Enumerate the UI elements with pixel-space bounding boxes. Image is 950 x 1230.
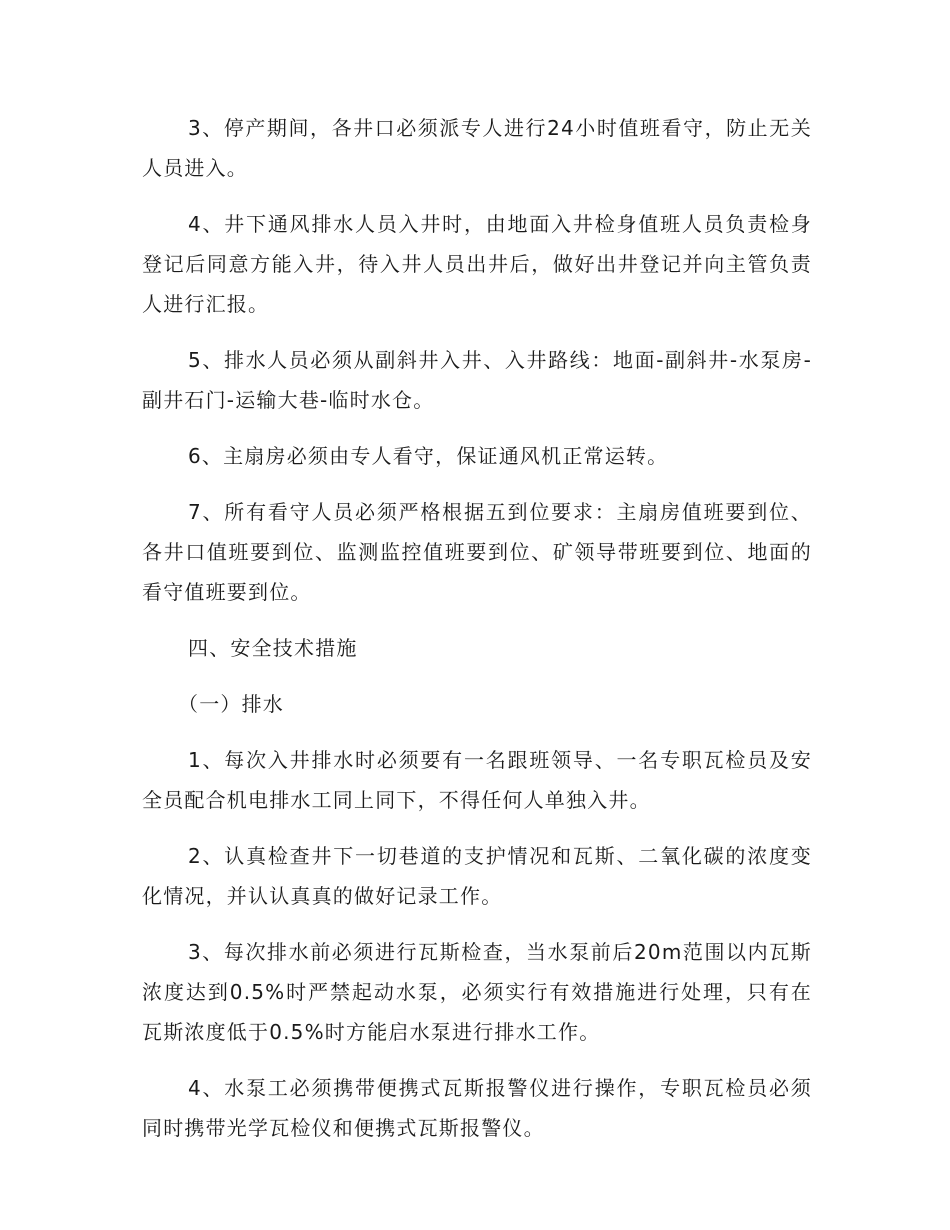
drainage-item-3: 3、每次排水前必须进行瓦斯检查，当水泵前后20m范围以内瓦斯浓度达到0.5%时严禁起动水泵，必须实行有效措施进行处理，只有在瓦斯浓度低于0.5%时方能启水泵进行排水工作。 <box>142 940 812 1044</box>
subsection-heading: （一）排水 <box>178 692 284 716</box>
paragraph-item-4: 4、井下通风排水人员入井时，由地面入井检身值班人员负责检身登记后同意方能入井，待入井人员出井后，做好出井登记并向主管负责人进行汇报。 <box>142 212 812 316</box>
paragraph-item-7: 7、所有看守人员必须严格根据五到位要求：主扇房值班要到位、各井口值班要到位、监测监控值班要到位、矿领导带班要到位、地面的看守值班要到位。 <box>142 500 812 604</box>
section-heading: 四、安全技术措施 <box>188 636 358 660</box>
drainage-item-4: 4、水泵工必须携带便携式瓦斯报警仪进行操作，专职瓦检员必须同时携带光学瓦检仪和便携式瓦斯报警仪。 <box>142 1076 812 1140</box>
drainage-item-1: 1、每次入井排水时必须要有一名跟班领导、一名专职瓦检员及安全员配合机电排水工同上同下，不得任何人单独入井。 <box>142 748 812 812</box>
document-body <box>142 108 812 1164</box>
paragraph-item-6: 6、主扇房必须由专人看守，保证通风机正常运转。 <box>188 444 669 468</box>
paragraph-item-3: 3、停产期间，各井口必须派专人进行24小时值班看守，防止无关人员进入。 <box>142 116 812 180</box>
paragraph-item-5: 5、排水人员必须从副斜井入井、入井路线：地面-副斜井-水泵房-副井石门-运输大巷-临时水仓。 <box>142 348 812 412</box>
drainage-item-2: 2、认真检查井下一切巷道的支护情况和瓦斯、二氧化碳的浓度变化情况，并认认真真的做好记录工作。 <box>142 844 812 908</box>
